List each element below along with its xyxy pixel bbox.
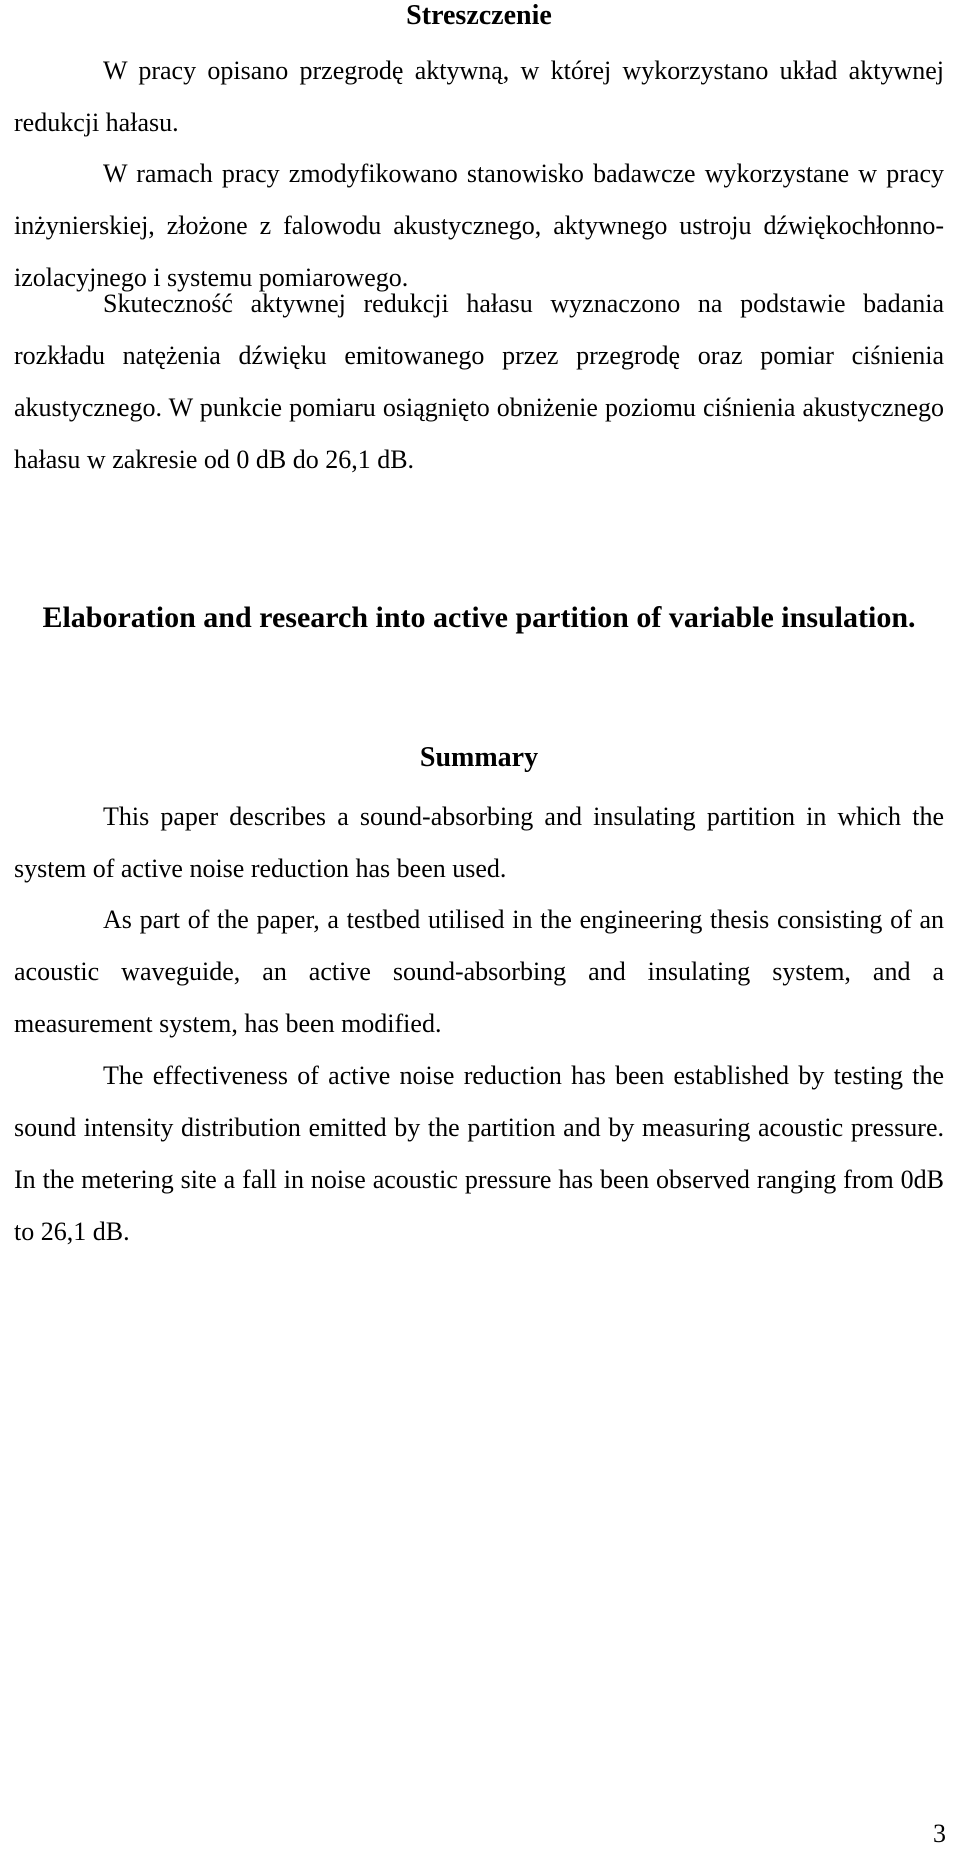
polish-abstract-paragraph: Skuteczność aktywnej redukcji hałasu wyznaczono na podstawie badania rozkładu natężenia dźwięku emitowanego przez przegrodę oraz pomiar ciśnienia akustycznego. W punkcie pomiaru osiągnięto obniżenie poziomu ciśnienia akustycznego hałasu w zakresie od 0 dB do 26,1 dB. xyxy=(14,289,944,474)
english-summary-paragraph: This paper describes a sound-absorbing and insulating partition in which the system of active noise reduction has been used. xyxy=(14,802,944,883)
page-number: 3 xyxy=(933,1819,946,1848)
english-summary-paragraph: As part of the paper, a testbed utilised in the engineering thesis consisting of an acoustic waveguide, an active sound-absorbing and insulating system, and a measurement system, has been modified. xyxy=(14,905,944,1038)
english-summary-heading: Summary xyxy=(419,742,539,773)
polish-abstract-paragraph: W ramach pracy zmodyfikowano stanowisko badawcze wykorzystane w pracy inżynierskiej, złożone z falowodu akustycznego, aktywnego ustroju dźwiękochłonno-izolacyjnego i systemu pomiarowego. xyxy=(14,159,944,292)
english-title: Elaboration and research into active partition of variable insulation. xyxy=(42,601,916,634)
polish-abstract-paragraph: W pracy opisano przegrodę aktywną, w której wykorzystano układ aktywnej redukcji hałasu. xyxy=(14,56,944,137)
polish-abstract-heading: Streszczenie xyxy=(406,0,552,31)
english-summary-paragraph: The effectiveness of active noise reduction has been established by testing the sound intensity distribution emitted by the partition and by measuring acoustic pressure. In the metering site a fall in noise acoustic pressure has been observed ranging from 0dB to 26,1 dB. xyxy=(14,1061,944,1246)
